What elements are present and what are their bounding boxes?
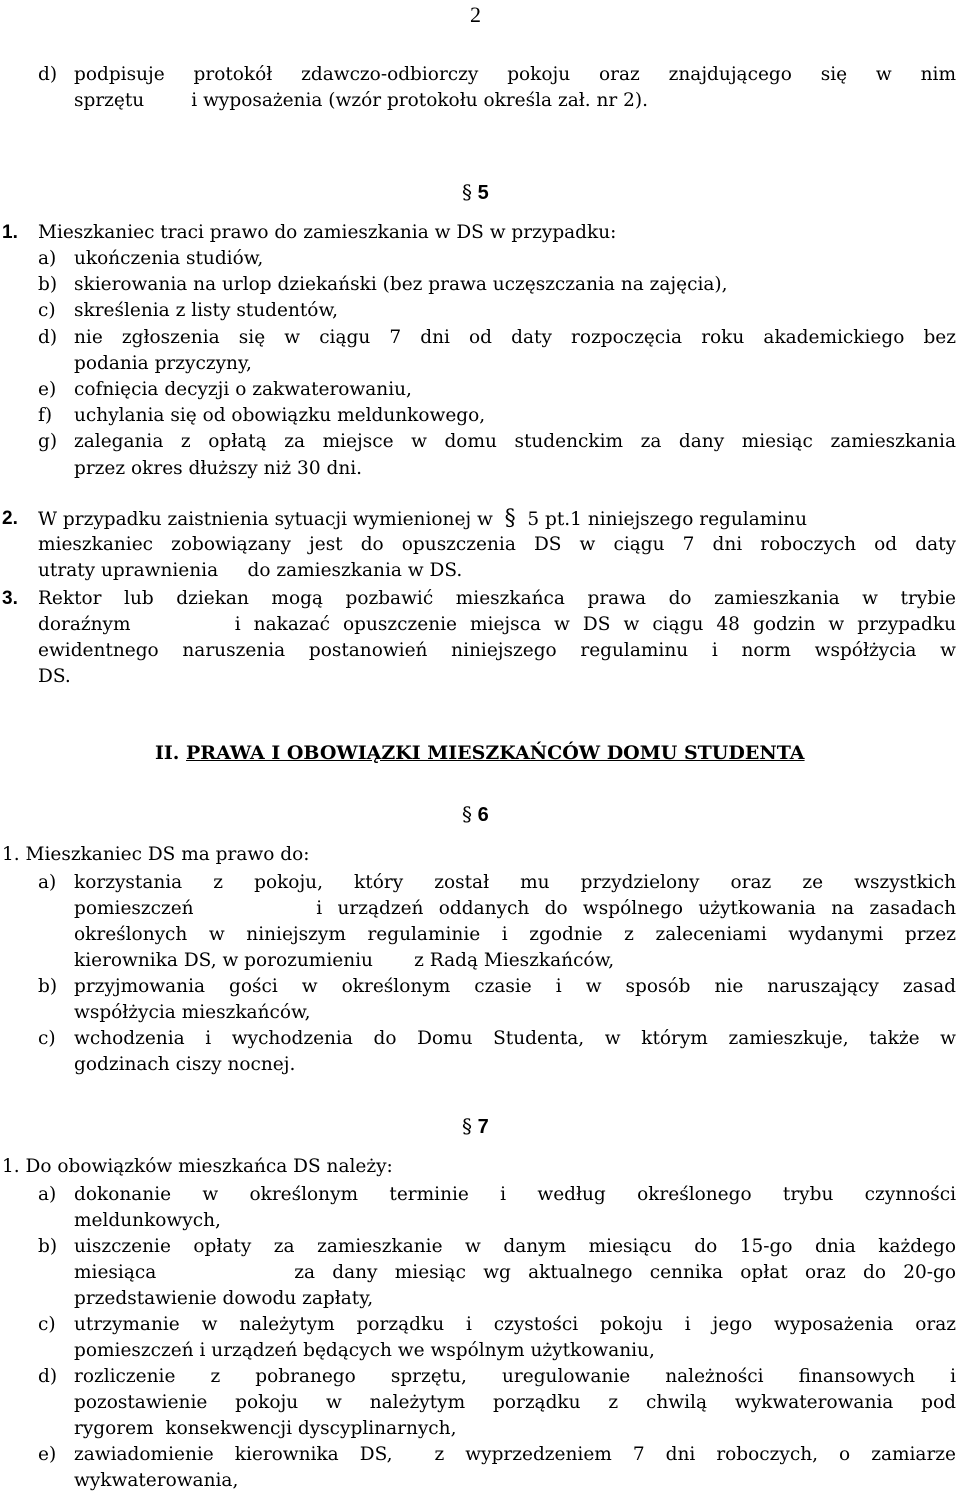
text-part: W przypadku zaistnienia sytuacji wymienionej w xyxy=(38,509,493,530)
item-line: współżycia mieszkańców, xyxy=(74,1002,311,1023)
list-item xyxy=(0,403,960,429)
paragraph-line: utraty uprawnienia do zamieszkania w DS. xyxy=(38,560,463,581)
item-label: b) xyxy=(38,274,58,296)
list-item xyxy=(0,298,960,324)
section-heading-6 xyxy=(462,802,489,827)
item-line: dokonanie w określonym terminie i według określonego trybu czynności xyxy=(74,1184,956,1205)
item-line: zawiadomienie kierownika DS, z wyprzedzeniem 7 dni roboczych, o zamiarze xyxy=(74,1444,956,1465)
paragraph-line: DS. xyxy=(38,666,71,687)
item-line: meldunkowych, xyxy=(74,1210,221,1231)
item-line: godzinach ciszy nocnej. xyxy=(74,1054,296,1075)
item-line: uchylania się od obowiązku meldunkowego, xyxy=(74,405,486,427)
item-line: ukończenia studiów, xyxy=(74,248,264,269)
paragraph-line xyxy=(38,506,956,533)
paragraph-intro: 1. Mieszkaniec DS ma prawo do: xyxy=(2,844,310,865)
paragraph-number: 1. xyxy=(2,222,18,243)
item-label: f) xyxy=(38,405,53,427)
item-label: g) xyxy=(38,431,58,453)
paragraph-line: ewidentnego naruszenia postanowień niniejszego regulaminu i norm współżycia w xyxy=(38,640,956,661)
list-item xyxy=(0,246,960,272)
item-line: pomieszczeń i urządzeń oddanych do wspólnego użytkowania na zasadach xyxy=(74,898,956,919)
item-line: skierowania na urlop dziekański (bez prawa uczęszczania na zajęcia), xyxy=(74,274,728,296)
paragraph-line: doraźnym i nakazać opuszczenie miejsca w DS w ciągu 48 godzin w przypadku xyxy=(38,614,956,635)
paragraph-intro: 1. Do obowiązków mieszkańca DS należy: xyxy=(2,1156,393,1177)
item-line: kierownika DS, w porozumieniu z Radą Mieszkańców, xyxy=(74,950,615,971)
page-number: 2 xyxy=(470,2,481,27)
item-line: wchodzenia i wychodzenia do Domu Studenta, w którym zamieszkuje, także w xyxy=(74,1028,956,1049)
item-line: cofnięcia decyzji o zakwaterowaniu, xyxy=(74,379,412,400)
item-line: podpisuje protokół zdawczo-odbiorczy pokoju oraz znajdującego się w nim xyxy=(74,64,956,85)
section-symbol: § xyxy=(462,180,472,204)
list-item xyxy=(0,1234,960,1312)
item-line: skreślenia z listy studentów, xyxy=(74,300,338,322)
paragraph-line: mieszkaniec zobowiązany jest do opuszczenia DS w ciągu 7 dni roboczych od daty xyxy=(38,534,956,555)
list-item xyxy=(0,429,960,481)
list-item xyxy=(0,377,960,403)
text-part: 5 pt.1 niniejszego regulaminu xyxy=(527,509,808,530)
item-line: nie zgłoszenia się w ciągu 7 dni od daty rozpoczęcia roku akademickiego bez xyxy=(74,326,956,348)
item-line: przez okres dłuższy niż 30 dni. xyxy=(74,457,363,479)
list-item xyxy=(0,272,960,298)
item-label: c) xyxy=(38,1028,56,1049)
item-label: e) xyxy=(38,1444,57,1465)
item-line: określonych w niniejszym regulaminie i zgodnie z zaleceniami wydanymi przez xyxy=(74,924,956,945)
section-heading-7 xyxy=(462,1114,489,1139)
chapter-heading xyxy=(155,742,805,764)
item-line: rygorem konsekwencji dyscyplinarnych, xyxy=(74,1418,457,1439)
list-item xyxy=(0,1182,960,1234)
list-item xyxy=(0,974,960,1026)
item-line: rozliczenie z pobranego sprzętu, uregulowanie należności finansowych i xyxy=(74,1366,956,1387)
item-line: podania przyczyny, xyxy=(74,352,252,374)
section-symbol: § xyxy=(462,1114,472,1138)
item-label: a) xyxy=(38,872,57,893)
item-label: a) xyxy=(38,1184,57,1205)
item-line: zalegania z opłatą za miejsce w domu studenckim za dany miesiąc zamieszkania xyxy=(74,431,956,453)
item-label: d) xyxy=(38,326,58,348)
item-line: utrzymanie w należytym porządku i czystości pokoju i jego wyposażenia oraz xyxy=(74,1314,956,1335)
item-line: uiszczenie opłaty za zamieszkanie w danym miesiącu do 15-go dnia każdego xyxy=(74,1236,956,1257)
item-label: d) xyxy=(38,1366,58,1387)
list-item xyxy=(0,1312,960,1364)
item-label: b) xyxy=(38,976,58,997)
item-line: sprzętu i wyposażenia (wzór protokołu określa zał. nr 2). xyxy=(74,90,648,111)
item-line: wykwaterowania, xyxy=(74,1470,239,1491)
list-item xyxy=(0,1442,960,1494)
list-item xyxy=(0,325,960,377)
section-number: 5 xyxy=(477,182,489,204)
item-line: korzystania z pokoju, który został mu przydzielony oraz ze wszystkich xyxy=(74,872,956,893)
item-line: pomieszczeń i urządzeń będących we wspólnym użytkowaniu, xyxy=(74,1340,655,1361)
section-number: 7 xyxy=(477,1116,489,1138)
item-label: e) xyxy=(38,379,57,400)
item-label: c) xyxy=(38,1314,56,1335)
item-label: d) xyxy=(38,64,58,85)
paragraph-intro: Mieszkaniec traci prawo do zamieszkania w DS w przypadku: xyxy=(38,222,617,243)
section-symbol: § xyxy=(504,506,516,531)
paragraph-line: Rektor lub dziekan mogą pozbawić mieszkańca prawa do zamieszkania w trybie xyxy=(38,588,956,609)
list-item xyxy=(0,62,960,114)
paragraph-number: 3. xyxy=(2,588,18,609)
list-item xyxy=(0,1364,960,1442)
item-label: b) xyxy=(38,1236,58,1257)
item-line: przedstawienie dowodu zapłaty, xyxy=(74,1288,374,1309)
section-heading-5 xyxy=(462,180,489,205)
item-line: pozostawienie pokoju w należytym porządku z chwilą wykwaterowania pod xyxy=(74,1392,956,1413)
section-symbol: § xyxy=(462,802,472,826)
chapter-roman: II. xyxy=(155,742,180,764)
list-item xyxy=(0,1026,960,1078)
item-label: c) xyxy=(38,300,56,322)
item-line: przyjmowania gości w określonym czasie i w sposób nie naruszający zasad xyxy=(74,976,956,997)
paragraph-number: 2. xyxy=(2,508,18,529)
item-label: a) xyxy=(38,248,57,269)
section-number: 6 xyxy=(477,804,489,826)
chapter-title: PRAWA I OBOWIĄZKI MIESZKAŃCÓW DOMU STUDENTA xyxy=(186,742,805,764)
item-line: miesiąca za dany miesiąc wg aktualnego cennika opłat oraz do 20-go xyxy=(74,1262,956,1283)
list-item xyxy=(0,870,960,974)
